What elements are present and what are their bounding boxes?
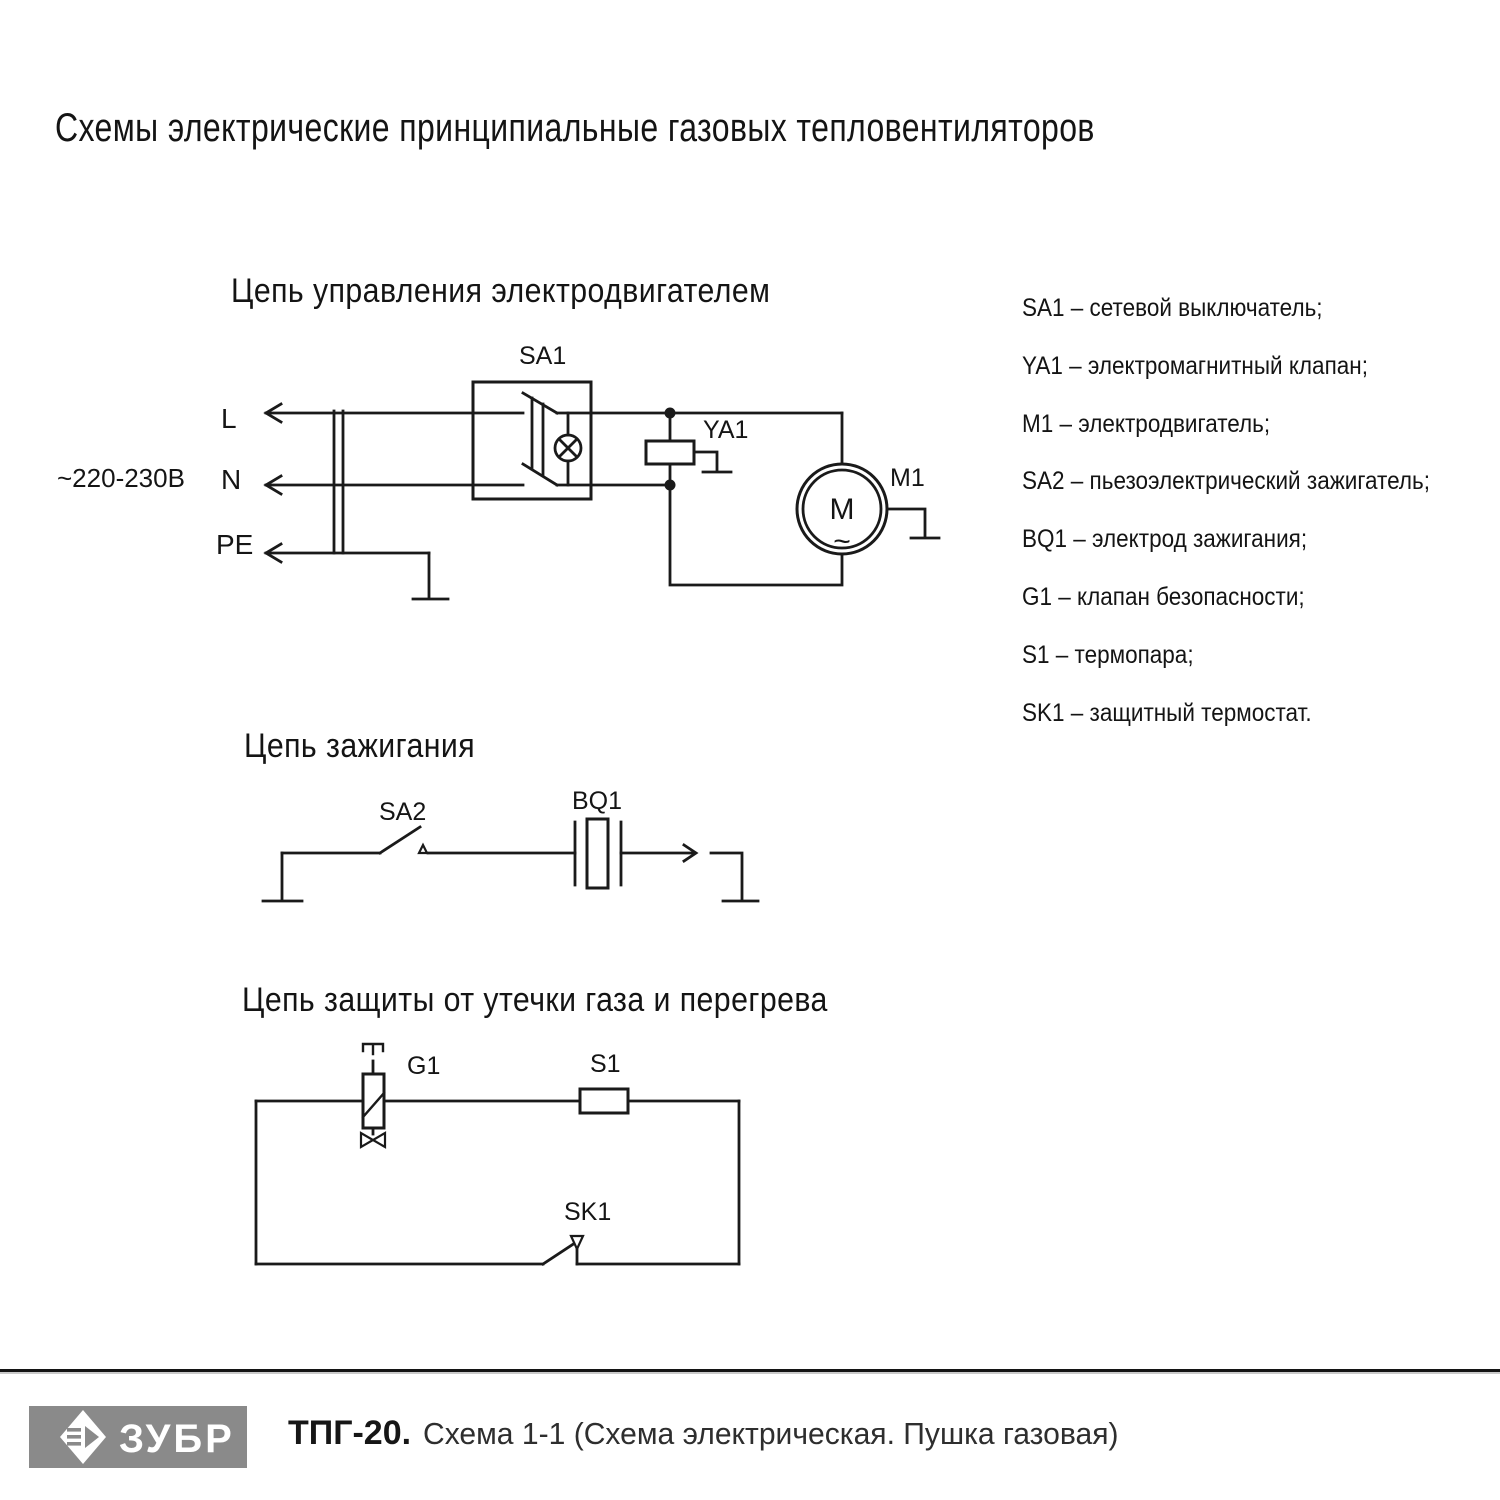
footer-caption-row	[288, 1414, 1140, 1460]
ya1-label: YA1	[703, 416, 749, 444]
legend-item-bq1: BQ1 – электрод зажигания;	[1022, 525, 1308, 554]
footer-separator	[0, 1369, 1500, 1374]
g1-label: G1	[407, 1052, 441, 1080]
legend-item-sk1: SK1 – защитный термостат.	[1022, 698, 1312, 727]
circuit2-title: Цепь зажигания	[244, 727, 476, 765]
line-label-n: N	[221, 464, 242, 495]
zubr-logo	[29, 1406, 247, 1468]
cable-boundary	[334, 411, 343, 553]
motor-earth-icon	[887, 509, 939, 538]
footer-model: ТПГ-20.	[288, 1414, 412, 1452]
zubr-logo-icon	[29, 1406, 247, 1468]
circuit1-diagram	[266, 382, 939, 599]
sa1-lamp-cross	[559, 439, 577, 457]
legend-item-g1: G1 – клапан безопасности;	[1022, 582, 1305, 611]
ya1-coil	[646, 441, 694, 464]
sk1-contact-icon	[571, 1236, 583, 1249]
s1-thermocouple-body	[580, 1089, 628, 1113]
ignition-left-terminal-icon	[263, 853, 302, 901]
g1-valve-diagonal	[363, 1093, 384, 1117]
component-labels	[57, 342, 925, 1226]
sa2-blade	[380, 827, 420, 853]
sa2-label: SA2	[379, 798, 427, 826]
circuit3-title: Цепь защиты от утечки газа и перегрева	[242, 981, 828, 1019]
pe-earth-icon	[413, 553, 448, 599]
sa1-blade-bottom	[523, 464, 557, 485]
motor-wave-label: ~	[833, 525, 851, 558]
g1-sensor-probe-icon	[363, 1044, 383, 1054]
s1-label: S1	[590, 1050, 621, 1078]
legend-item-m1: M1 – электродвигатель;	[1022, 409, 1271, 438]
sa2-contact-icon	[419, 845, 427, 853]
motor-m-label: M	[829, 493, 855, 526]
sk1-label: SK1	[564, 1198, 612, 1226]
bq1-label: BQ1	[572, 787, 623, 815]
circuit1-title: Цепь управления электродвигателем	[231, 272, 771, 310]
legend-item-s1: S1 – термопара;	[1022, 640, 1194, 669]
g1-valve-body	[363, 1074, 384, 1128]
legend-item-ya1: YA1 – электромагнитный клапан;	[1022, 351, 1368, 380]
sa1-label: SA1	[519, 342, 567, 370]
m1-label: M1	[890, 464, 925, 492]
line-label-pe: PE	[216, 529, 254, 560]
ya1-earth-icon	[694, 452, 731, 472]
legend-item-sa2: SA2 – пьезоэлектрический зажигатель;	[1022, 467, 1430, 496]
legend-item-sa1: SA1 – сетевой выключатель;	[1022, 294, 1323, 322]
circuit2-diagram	[263, 819, 758, 901]
sa1-blade-top	[523, 393, 557, 413]
bq1-electrode-body	[587, 819, 608, 888]
zubr-brand-text: ЗУБР	[119, 1417, 235, 1461]
sk1-blade	[543, 1243, 575, 1264]
ignition-right-terminal-icon	[711, 853, 758, 901]
footer-caption: Схема 1-1 (Схема электрическая. Пушка газовая)	[423, 1416, 1119, 1451]
page-title: Схемы электрические принципиальные газовых тепловентиляторов	[55, 106, 1095, 150]
sa1-mechanical-link	[532, 398, 543, 475]
circuit3-diagram	[256, 1044, 739, 1264]
line-label-l: L	[221, 403, 237, 434]
voltage-label: ~220-230В	[57, 463, 185, 493]
motor-return-wire	[670, 485, 842, 585]
